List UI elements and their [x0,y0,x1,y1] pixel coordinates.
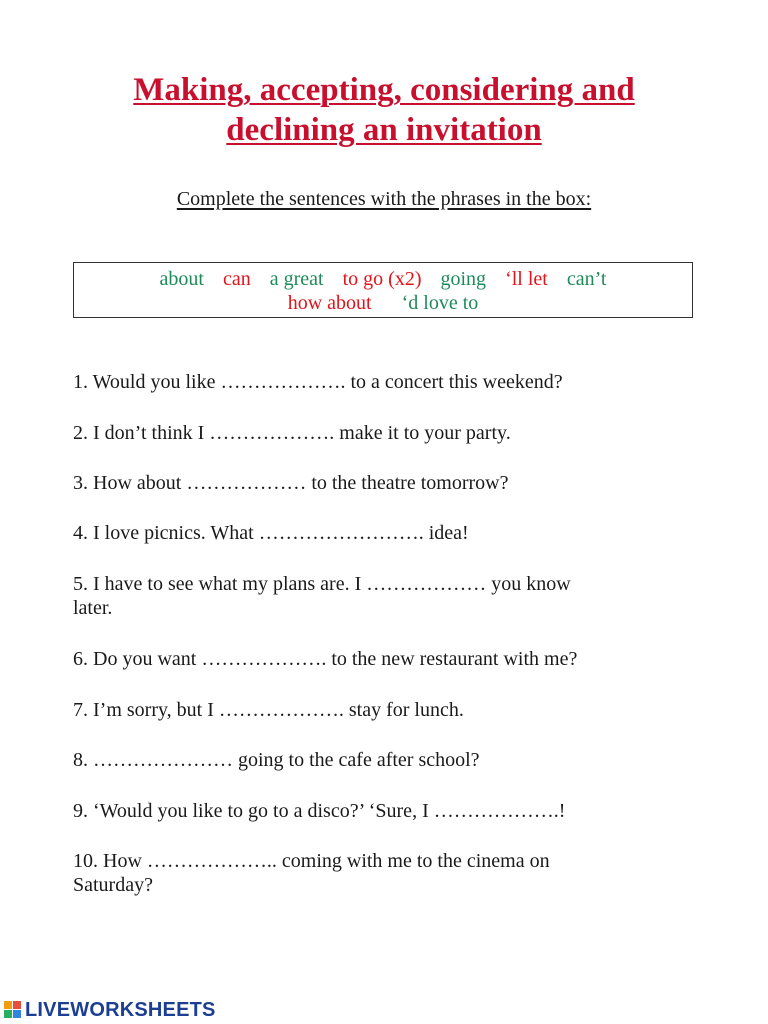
question-6 [73,647,673,671]
phrase-how-about: how about [287,292,372,314]
phrase-ll-let: ‘ll let [505,268,548,290]
question-text: 4. I love picnics. What ……………………. idea! [73,522,469,544]
question-text: 7. I’m sorry, but I ………………. stay for lunch. [73,699,464,721]
question-text: 9. ‘Would you like to go to a disco?’ ‘Sure, I ……………….! [73,800,566,822]
question-3 [73,471,673,495]
worksheet-title [0,70,768,150]
question-8 [73,748,673,772]
question-text: 5. I have to see what my plans are. I ……………… you know [73,573,571,595]
title-line-2: declining an invitation [226,112,542,148]
question-2 [73,421,673,445]
question-text: 2. I don’t think I ………………. make it to your party. [73,422,511,444]
title-line-1: Making, accepting, considering and [133,72,635,108]
phrase-to-go: to go (x2) [342,268,422,290]
word-box [73,262,693,318]
phrase-d-love-to: ‘d love to [401,292,479,314]
question-4 [73,521,673,545]
logo-text: LIVEWORKSHEETS [25,998,216,1021]
phrase-about: about [159,268,204,290]
question-text: 10. How ……………….. coming with me to the cinema on [73,850,550,872]
question-1 [73,370,673,394]
question-text: 1. Would you like ………………. to a concert this weekend? [73,371,563,393]
liveworksheets-logo [4,997,216,1023]
question-text: 8. ………………… going to the cafe after school? [73,749,480,771]
question-text-continued: later. [73,597,113,619]
question-text: 6. Do you want ………………. to the new restaurant with me? [73,648,578,670]
phrase-can: can [222,268,251,290]
liveworksheets-logo-icon [4,1001,22,1019]
phrase-cant: can’t [566,268,607,290]
word-box-row-1 [74,267,692,291]
word-box-row-2 [74,291,692,315]
question-text: 3. How about ……………… to the theatre tomorrow? [73,472,509,494]
question-text-continued: Saturday? [73,874,153,896]
question-7 [73,698,673,722]
phrase-going: going [440,268,487,290]
question-5 [73,572,673,620]
phrase-a-great: a great [269,268,324,290]
question-9 [73,799,673,823]
instruction-text: Complete the sentences with the phrases in the box: [176,188,592,210]
question-10 [73,849,673,897]
